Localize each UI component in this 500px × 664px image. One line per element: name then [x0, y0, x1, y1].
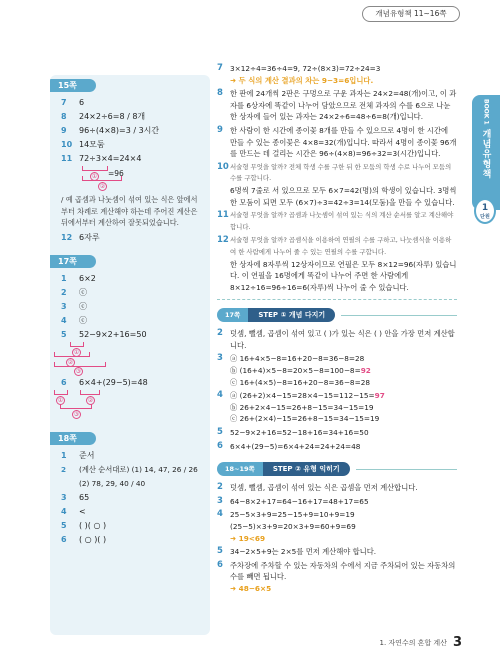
- order-diagram-11: ① =96 ②: [50, 166, 210, 192]
- list-item: 3 ⓒ: [61, 301, 87, 311]
- solution-item: 3 64−8×2+17=64−16+17=48+17=65: [217, 495, 369, 506]
- list-item: 8 24×2÷6=8 / 8개: [61, 112, 146, 121]
- section-tab-17: 17쪽: [50, 255, 96, 268]
- section-tab-15: 15쪽: [50, 79, 96, 92]
- list-item: 1 준서: [61, 450, 95, 460]
- list-item: 6 6×4+(29−5)=48: [61, 377, 148, 387]
- list-item: 5 ( )( ○ ): [61, 520, 107, 530]
- order-diagram-5: ① ② ③: [50, 342, 210, 376]
- list-item: 1 6×2: [61, 273, 96, 283]
- list-item: (2) 78, 29, 40 / 40: [79, 478, 146, 488]
- list-item: 11 72÷3×4=24×4: [61, 154, 142, 163]
- solution-item: 9 한 사람이 한 시간에 종이꽃 8개를 만들 수 있으므로 4명이 한 시간에 만들 수 있는 종이꽃은 4×8=32(개)입니다. 따라서 4명이 종이꽃 96개를 만드는 데 걸리는 시간은 96÷(4×8)=96÷32=3(시간)입니다.: [217, 124, 457, 159]
- page-footer: [380, 635, 463, 650]
- step2-tab: 18~19쪽 STEP ② 유형 익히기: [217, 462, 457, 476]
- list-item: 6 ( ○ )( ): [61, 534, 107, 544]
- left-answer-panel: [50, 75, 210, 635]
- section-tab-18: 18쪽: [50, 432, 96, 445]
- list-item: 3 65: [61, 492, 90, 502]
- list-item: 9 96÷(4×8)=3 / 3시간: [61, 126, 160, 135]
- solution-item: 4 25−5×3+9=25−15+9=10+9=19 (25−5)×3+9=20×3+9=60+9=69 ➜ 19<69: [217, 509, 356, 543]
- explanation-note: / 예 곱셈과 나눗셈이 섞여 있는 식은 앞에서부터 차례로 계산해야 하는데 주어진 계산은 뒤에서부터 계산하여 잘못되었습니다.: [61, 195, 198, 227]
- list-item: 7 6: [61, 98, 85, 107]
- page-number: 3: [452, 635, 462, 650]
- solution-item: 6 6×4+(29−5)=6×4+24=24+24=48: [217, 440, 361, 451]
- solution-item: 4 ⓐ (26+2)×4−15=28×4−15=112−15=97 ⓑ 26+2×4−15=26+8−15=34−15=19 ⓒ 26+(2×4)−15=26+8−15=34−15=19: [217, 390, 385, 424]
- solution-item: 2 덧셈, 뺄셈, 곱셈이 섞여 있는 식은 곱셈을 먼저 계산합니다.: [217, 482, 418, 493]
- unit-badge: 1 단원: [474, 198, 496, 224]
- solution-item: 5 34−2×5+9는 2×5를 먼저 계산해야 합니다.: [217, 546, 377, 557]
- list-item: 2 (계산 순서대로) (1) 14, 47, 26 / 26: [61, 464, 198, 474]
- order-diagram-6: ① ② ③: [50, 390, 210, 424]
- list-item: 4 ⓒ: [61, 315, 87, 325]
- solution-item: 8 한 판에 24개씩 2판은 구멍으로 구운 과자는 24×2=48(개)이고, 이 과자를 6상자에 똑같이 나누어 담았으므로 전체 과자의 수를 6으로 나눈 한 상자에 들어 있는 과자는 24×2÷6=48÷6=8(개)입니다.: [217, 88, 457, 122]
- list-item: 4 <: [61, 506, 86, 516]
- solution-item: 6 주차장에 주차할 수 있는 자동차의 수에서 지금 주차되어 있는 자동차의 수를 빼면 됩니다. ➜ 48−6×5: [217, 559, 456, 593]
- solution-item: 10 서술형 무엇을 알까? 전체 학생 수를 구한 뒤 한 모둠의 학생 수로 나누어 모둠의 수를 구합니다. 6명씩 7줄로 서 있으므로 모두 6×7=42(명)의 학생이 있습니다. 3명씩 한 모둠이 되면 모두 (6×7)÷3=42÷3=14(모둠)을 만들 수 있습니다.: [217, 161, 457, 207]
- chapter-label: 1. 자연수의 혼합 계산: [379, 638, 447, 647]
- solution-item: 7 3×12÷4=36÷4=9, 72÷(8×3)=72÷24=3 ➜ 두 식의 계산 결과의 차는 9−3=6입니다.: [217, 63, 381, 85]
- solution-item: 2 덧셈, 뺄셈, 곱셈이 섞여 있고 ( )가 있는 식은 ( ) 안을 가장 먼저 계산합니다.: [217, 328, 455, 350]
- right-solutions: [217, 63, 457, 597]
- solution-item: 11 서술형 무엇을 알까? 곱셈과 나눗셈이 섞여 있는 식의 계산 순서를 알고 계산해야 합니다.: [217, 210, 454, 231]
- divider: [217, 299, 457, 300]
- list-item: 12 6자루: [61, 232, 100, 242]
- solution-item: 12 서술형 무엇을 알까? 곱셈식을 이용하여 연필의 수를 구하고, 나눗셈식을 이용하여 한 사람에게 나누어 줄 수 있는 연필의 수를 구합니다. 한 상자에 8자루씩 12상자이므로 연필은 모두 8×12=96(자루) 있습니다. 이 연필을 16명에게 똑같이 나누어 주면 한 사람에게 8×12÷16=96÷16=6(자루)씩 나누어 줄 수 있습니다.: [217, 235, 457, 292]
- solution-item: 5 52−9×2+16=52−18+16=34+16=50: [217, 427, 369, 438]
- list-item: 5 52−9×2+16=50: [61, 329, 147, 339]
- book-side-tab: BOOK 1 개념유형책: [472, 95, 500, 210]
- list-item: 2 ⓒ: [61, 287, 87, 297]
- solution-item: 3 ⓐ 16+4×5−8=16+20−8=36−8=28 ⓑ (16+4)×5−8=20×5−8=100−8=92 ⓒ 16+(4×5)−8=16+20−8=36−8=28: [217, 353, 371, 387]
- step1-tab: 17쪽 STEP ① 개념 다지기: [217, 308, 457, 322]
- header-badge: 개념유형책 11~16쪽: [362, 6, 460, 22]
- list-item: 10 14모둠: [61, 140, 105, 149]
